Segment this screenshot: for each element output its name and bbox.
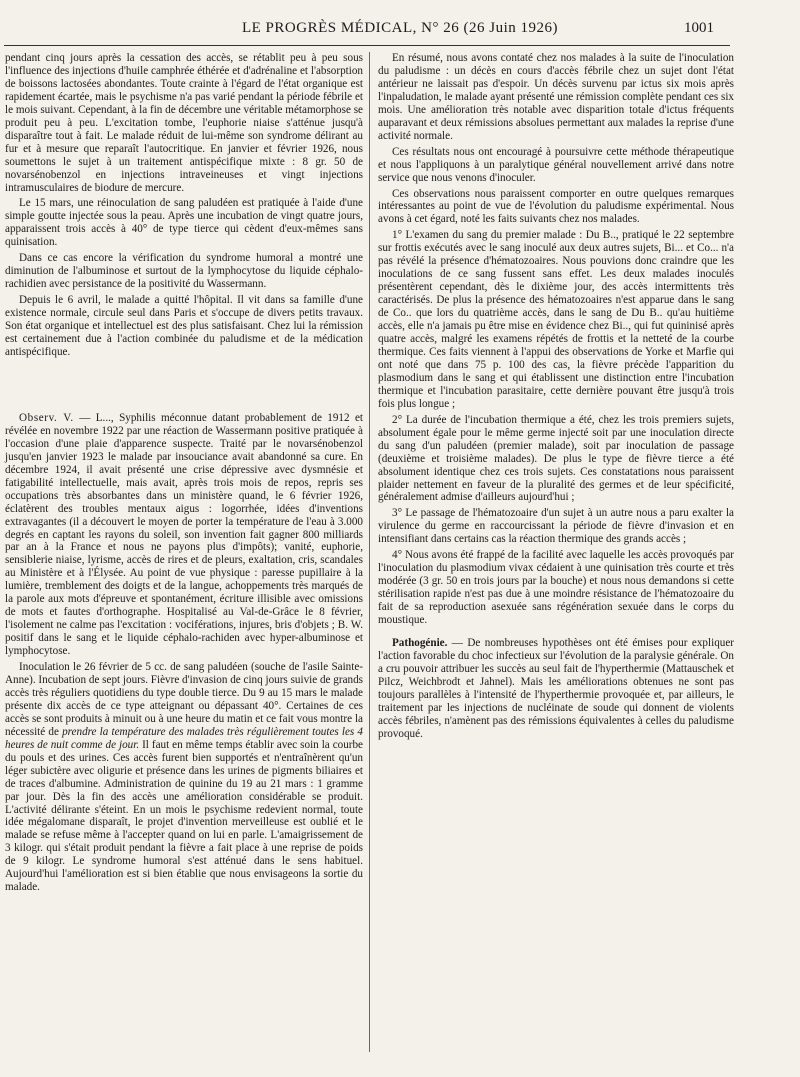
paragraph-text: Inoculation le 26 février de 5 cc. de sang paludéen (souche de l'asile Sainte-Anne). Incubation de sept jours. Fièvre d'invasion de cinq jours suivie de grands accès très réguliers quotidiens du type double tierce. Du 9 au 15 mars le malade présente dix accès de ce type atteignant ou dépassant 40°. Certaines de ces accès se sont produits à minuit ou à une heure du matin et ce fait vous montre la nécessité de [5, 661, 363, 738]
paragraph: Ces observations nous paraissent comporter en outre quelques remarques intéressantes au point de vue de l'évolution du paludisme expérimental. Nous avons à cet égard, noté les faits suivants chez nos malades. [378, 187, 734, 226]
header-rule [4, 45, 730, 46]
paragraph: Depuis le 6 avril, le malade a quitté l'hôpital. Il vit dans sa famille d'une existence normale, circule seul dans Paris et s'occupe de divers petits travaux. Son état organique et intellectuel est des plus satisfaisant. Chez lui la rémission est certainement due à l'action combinée du paludisme et de la médication antispécifique. [5, 294, 363, 358]
paragraph: Dans ce cas encore la vérification du syndrome humoral a montré une diminution de l'albuminose et surtout de la lymphocytose du liquide céphalo-rachidien avec persistance de la positivité du Wassermann. [5, 252, 363, 291]
paragraph: 1° L'examen du sang du premier malade : Du B.., pratiqué le 22 septembre sur frottis exécutés avec le sang inoculé aux deux autres sujets, Bi... et Co... n'a pas révélé la présence d'hématozoaires. Nous pouvions donc craindre que les inoculations de ce sang fussent sans effet. Les deux malades inoculés présentèrent cependant, dès le dixième jour, des accès intermittents très caractérisés. De plus la présence des hématozoaires n'est apparue dans le sang de Co.. que lors du quatrième accès, dans le sang de Du B.. qu'au huitième accès, elle n'a jamais pu être mise en évidence chez Bi.., qui fut quininisé après quatre accès, malgré les examens répétés de frottis et la netteté de la courbe thermique. Ces faits viennent à l'appui des observations de Yorke et Marfie qui ont noté que dans 75 p. 100 des cas, la fièvre précède l'apparition du plasmodium dans le sang et qui établissent une distinction entre l'incubation thermique et l'incubation parasitaire, cette dernière pouvant être jusqu'à trois fois plus longue ; [378, 229, 734, 410]
page-number: 1001 [684, 20, 714, 36]
paragraph: pendant cinq jours après la cessation des accès, se rétablit peu à peu sous l'influence des injections d'huile camphrée éthérée et d'adrénaline et l'absorption de boissons lactosées abondantes. Toute crainte à l'égard de l'état organique est rapidement écartée, mais le psychisme n'a pas varié pendant la période fébrile et le mois suivant. Cependant, à la fin de décembre une véritable métamorphose se produit peu à peu. L'excitation tombe, l'euphorie niaise s'atténue jusqu'à disparaître tout à fait. Le malade réduit de lui-même son syndrome délirant au fur et à mesure que reparaît l'autocritique. En janvier et février 1926, nous soumettons le sujet à un traitement antispécifique mixte : 8 gr. 50 de novarsénobenzol en injections intraveineuses et vingt injections intramusculaires de biodure de mercure. [5, 52, 363, 194]
observation-paragraph [5, 412, 363, 658]
paragraph: 3° Le passage de l'hématozoaire d'un sujet à un autre nous a paru exalter la virulence du germe en raccourcissant la période de fièvre d'invasion et en intensifiant dans certains cas la réaction thermique des grands accès ; [378, 507, 734, 546]
observation-text: — L..., Syphilis méconnue datant probablement de 1912 et révélée en novembre 1922 par une réaction de Wassermann positive pratiquée à l'occasion d'une plaie d'apparence suspecte. Traité par le novarsénobenzol jusqu'en janvier 1923 le malade par insouciance avait abandonné sa cure. En décembre 1924, il avait présenté une crise dépressive avec dysmnésie et fatigabilité intellectuelle, mais avait, après trois mois de repos, repris ses occupations très absorbantes dans un ministère quand, le 6 février 1926, éclatèrent des troubles mentaux aigus : logorrhée, idées d'inventions extravagantes (il a découvert le moyen de porter la température de l'eau à 3.000 degrés en captant les rayons du soleil, son invention fait gagner 800 milliards par an à la France et nous ne payons plus d'impôts); vanité, euphorie, sensiblerie niaise, lyrisme, accès de rires et de pleurs, exaltation, cris, scandales au Ministère et à l'Élysée. Au point de vue physique : paresse pupillaire à la lumière, tremblement des doigts et de la langue, achoppements très marqués de la parole aux mots d'épreuve et spontanément, écriture illisible avec omissions de mots et fautes d'orthographe. Hospitalisé au Val-de-Grâce le 8 février, l'isolement ne calme pas l'excitation : vociférations, injures, bris d'objets ; B. W. positif dans le sang et le liquide céphalo-rachiden avec hyper-albuminose et lymphocytose. [5, 411, 363, 658]
section-gap [5, 362, 363, 412]
left-column [5, 52, 363, 897]
paragraph-text: Il faut en même temps établir avec soin la courbe du pouls et des urines. Ces accès furent bien supportés et n'entraînèrent qu'un léger subictère avec oligurie et présence dans les urines de pigments biliaires et de traces d'albumine. Administration de quinine du 19 au 21 mars : 1 gramme par jour. Dès la fin des accès une amélioration considérable se produit. L'activité délirante s'éteint. En un mois le psychisme redevient normal, toute idée mégalomane disparaît, le projet d'invention merveilleuse est oublié et le malade se refuse même à l'accepter quand on lui en parle. L'amaigrissement de 3 kilogr. qui s'était produit pendant la fièvre a fait place à une reprise de poids de 9 kilogr. Le syndrome humoral s'est atténué dans le sens habituel. Aujourd'hui l'amélioration est si bien établie que nous envisageons la sortie du malade. [5, 738, 364, 894]
emphasis-text: prendre la température des malades très régulièrement toutes les 4 heures de nuit comme de jour. [5, 725, 364, 751]
section-label: Pathogénie. [392, 636, 448, 649]
page-header [0, 14, 800, 44]
paragraph [5, 661, 363, 894]
column-divider [369, 52, 370, 1052]
journal-running-title: LE PROGRÈS MÉDICAL, N° 26 (26 Juin 1926) [241, 20, 558, 36]
observation-label: Observ. V. [19, 411, 74, 424]
paragraph: Le 15 mars, une réinoculation de sang paludéen est pratiquée à l'aide d'une simple goutte injectée sous la peau. Après une incubation de vingt quatre jours, apparaissent trois accès à 40° de type tierce qui cèdent d'eux-mêmes sans quinisation. [5, 197, 363, 249]
paragraph: 2° La durée de l'incubation thermique a été, chez les trois premiers sujets, absolument égale pour le même germe injecté soit par une inoculation directe du sang d'un paludéen (premier malade), soit par inoculation de passage (deuxième et troisième malades). De plus le type de fièvre tierce a été absolument identique chez ces trois sujets. Ces constatations nous paraissent plaider nettement en faveur de la pluralité des germes et de leur spécificité, généralement admise d'ailleurs aujourd'hui ; [378, 413, 734, 504]
section-text: — De nombreuses hypothèses ont été émises pour expliquer l'action favorable du choc infectieux sur l'évolution de la paralysie générale. On a cru pouvoir attribuer les succès au seul fait de l'hyperthermie (Mattauschek et Pilcz, Weichbrodt et Jahnel). Mais les améliorations obtenues ne sont pas toujours parallèles à l'intensité de l'hyperthermie provoquée et, par ailleurs, le traitement par les injections de nucléinate de soude qui donnent de violents accès fébriles, n'amènent pas des rémissions équivalentes à celles du paludisme provoqué. [378, 636, 734, 740]
pathogenie-paragraph [378, 637, 734, 741]
paragraph: 4° Nous avons été frappé de la facilité avec laquelle les accès provoqués par l'inoculation du plasmodium vivax cédaient à une quinisation très courte et très modérée (3 gr. 50 en trois jours par la bouche) et nous nous demandons si cette stérilisation rapide n'est pas due à une moindre résistance de l'hématozoaire du fait de sa reproduction asexuée sans régénération sexuée dans le corps du moustique. [378, 549, 734, 627]
paragraph: Ces résultats nous ont encouragé à poursuivre cette méthode thérapeutique et nous l'appliquons à un paralytique général nouvellement arrivé dans notre service que nous venons d'inoculer. [378, 145, 734, 184]
right-column [378, 52, 734, 744]
paragraph: En résumé, nous avons contaté chez nos malades à la suite de l'inoculation du paludisme : un décès en cours d'accès fébrile chez un sujet dont l'état antérieur ne laissait pas d'espoir. Un décès survenu par ictus six mois après l'inpaludation, le malade ayant présenté une rémission complète pendant ces six mois. Une amélioration très notable avec disparition totale d'ictus fréquents auparavant et deux rémissions absolues permettant aux malades la reprise d'une activité normale. [378, 52, 734, 142]
